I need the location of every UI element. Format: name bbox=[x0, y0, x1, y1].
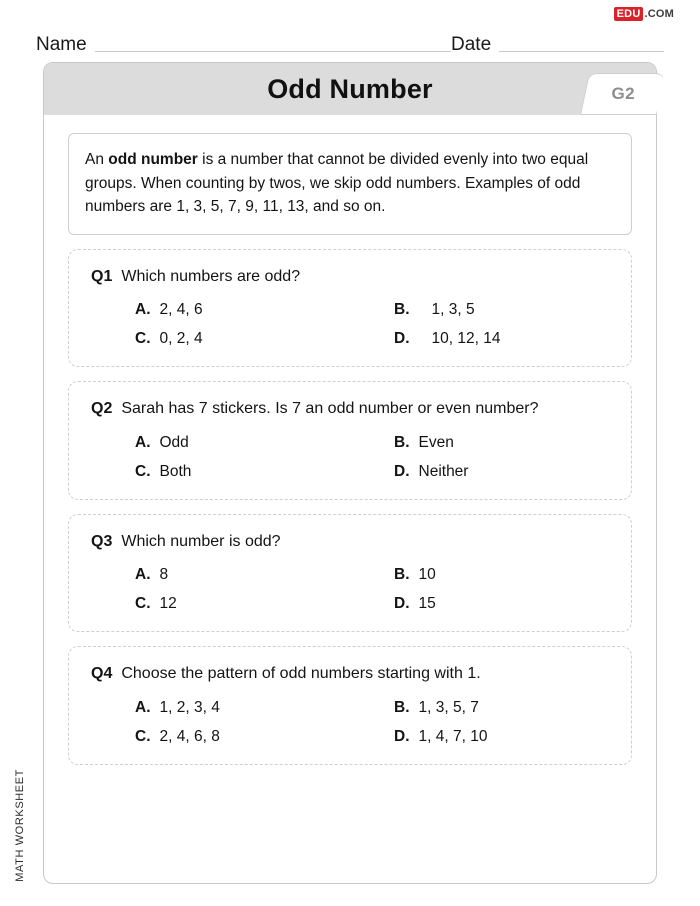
worksheet-title: Odd Number bbox=[267, 73, 433, 104]
option-text: 12 bbox=[159, 595, 177, 613]
options-grid bbox=[91, 301, 609, 348]
question-card bbox=[68, 381, 632, 500]
option-a[interactable] bbox=[135, 699, 372, 717]
side-label: MATH WORKSHEET bbox=[14, 769, 26, 882]
questions-list bbox=[68, 249, 632, 765]
option-b[interactable] bbox=[372, 699, 609, 717]
option-letter: B. bbox=[394, 301, 410, 319]
option-a[interactable] bbox=[135, 434, 372, 452]
option-letter: C. bbox=[135, 728, 151, 746]
option-text: 1, 3, 5, 7 bbox=[418, 699, 479, 717]
option-c[interactable] bbox=[135, 595, 372, 613]
name-field[interactable] bbox=[36, 35, 451, 56]
options-grid bbox=[91, 566, 609, 613]
date-writing-line[interactable] bbox=[499, 50, 664, 52]
date-field[interactable] bbox=[451, 35, 664, 56]
question-card bbox=[68, 249, 632, 368]
option-letter: D. bbox=[394, 728, 410, 746]
brand-edu-text: EDU bbox=[614, 7, 644, 21]
name-date-row bbox=[36, 28, 664, 56]
option-text: 0, 2, 4 bbox=[159, 330, 203, 348]
question-number: Q4 bbox=[91, 665, 113, 683]
question-text: Sarah has 7 stickers. Is 7 an odd number or even number? bbox=[121, 400, 539, 418]
option-text: 1, 2, 3, 4 bbox=[159, 699, 220, 717]
option-text: 15 bbox=[418, 595, 436, 613]
option-letter: C. bbox=[135, 595, 151, 613]
option-letter: C. bbox=[135, 462, 151, 480]
options-grid bbox=[91, 434, 609, 481]
option-d[interactable] bbox=[372, 728, 609, 746]
question-card bbox=[68, 646, 632, 765]
option-text: 10, 12, 14 bbox=[431, 330, 501, 348]
option-text: Even bbox=[418, 433, 454, 451]
question-header bbox=[91, 531, 609, 553]
option-letter: D. bbox=[394, 330, 410, 348]
question-number: Q3 bbox=[91, 532, 113, 550]
option-text: 2, 4, 6 bbox=[159, 301, 203, 319]
definition-lead: An bbox=[85, 151, 109, 168]
option-d[interactable] bbox=[372, 463, 609, 481]
question-text: Which number is odd? bbox=[121, 532, 281, 550]
option-text: 2, 4, 6, 8 bbox=[159, 728, 220, 746]
brand-logo bbox=[614, 8, 674, 20]
grade-badge bbox=[580, 73, 665, 115]
option-c[interactable] bbox=[135, 463, 372, 481]
option-text: Neither bbox=[418, 462, 469, 480]
brand-suffix-text: .COM bbox=[644, 8, 674, 20]
option-letter: C. bbox=[135, 330, 151, 348]
option-letter: B. bbox=[394, 699, 410, 717]
option-letter: D. bbox=[394, 595, 410, 613]
option-d[interactable] bbox=[372, 330, 609, 348]
option-c[interactable] bbox=[135, 330, 372, 348]
definition-term: odd number bbox=[108, 151, 198, 168]
option-letter: A. bbox=[135, 301, 151, 319]
grade-badge-label: G2 bbox=[611, 84, 635, 103]
question-header bbox=[91, 398, 609, 420]
option-text: 8 bbox=[159, 566, 169, 584]
question-header bbox=[91, 663, 609, 685]
option-a[interactable] bbox=[135, 566, 372, 584]
options-grid bbox=[91, 699, 609, 746]
definition-body: is a number that cannot be divided evenly into two equal groups. When counting by twos, we skip odd numbers. Examples of odd numbers are 1, 3, 5, 7, 9, 11, 13, and so on. bbox=[85, 151, 589, 216]
option-letter: A. bbox=[135, 433, 151, 451]
question-text: Which numbers are odd? bbox=[121, 267, 301, 285]
question-number: Q2 bbox=[91, 400, 113, 418]
option-letter: A. bbox=[135, 699, 151, 717]
question-text: Choose the pattern of odd numbers starting with 1. bbox=[121, 665, 481, 683]
question-header bbox=[91, 266, 609, 288]
option-text: Odd bbox=[159, 433, 189, 451]
option-letter: D. bbox=[394, 462, 410, 480]
option-b[interactable] bbox=[372, 301, 609, 319]
option-b[interactable] bbox=[372, 566, 609, 584]
option-c[interactable] bbox=[135, 728, 372, 746]
question-card bbox=[68, 514, 632, 633]
option-text: 1, 4, 7, 10 bbox=[418, 728, 488, 746]
option-d[interactable] bbox=[372, 595, 609, 613]
option-letter: B. bbox=[394, 433, 410, 451]
date-label: Date bbox=[451, 34, 492, 56]
option-text: Both bbox=[159, 462, 192, 480]
option-text: 10 bbox=[418, 566, 436, 584]
worksheet-title-bar bbox=[44, 63, 656, 115]
option-letter: A. bbox=[135, 566, 151, 584]
question-number: Q1 bbox=[91, 267, 113, 285]
definition-box bbox=[68, 133, 632, 235]
option-b[interactable] bbox=[372, 434, 609, 452]
worksheet-sheet bbox=[43, 62, 657, 884]
name-label: Name bbox=[36, 34, 87, 56]
option-text: 1, 3, 5 bbox=[431, 301, 475, 319]
name-writing-line[interactable] bbox=[95, 50, 451, 52]
option-a[interactable] bbox=[135, 301, 372, 319]
option-letter: B. bbox=[394, 566, 410, 584]
